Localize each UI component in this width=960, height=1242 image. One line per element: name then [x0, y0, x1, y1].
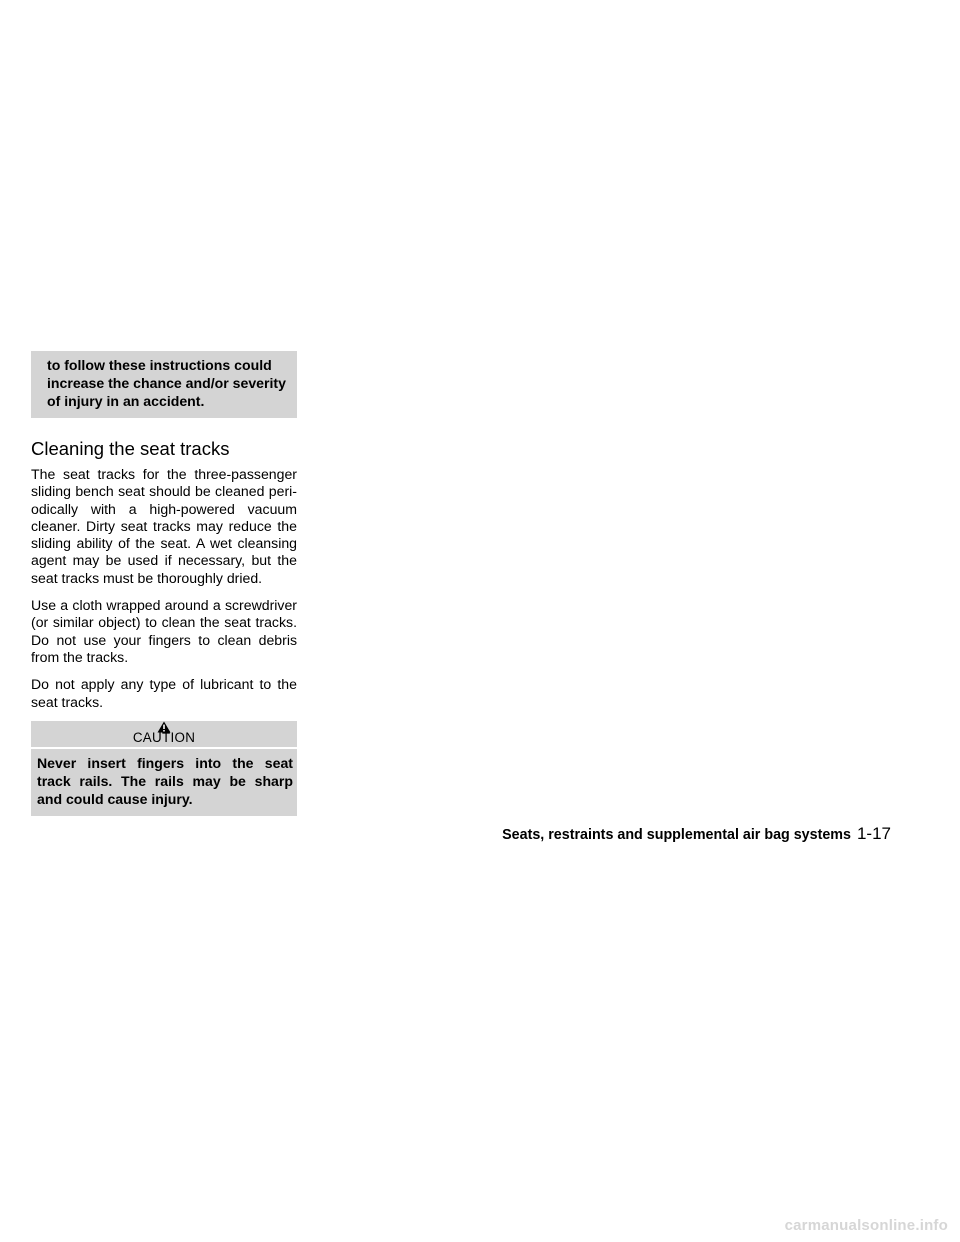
page-number: 1-17 — [856, 824, 891, 843]
body-paragraph: Do not apply any type of lubricant to the seat tracks. — [31, 676, 297, 710]
body-paragraph: Use a cloth wrapped around a screwdriver (or similar object) to clean the seat tracks. Do not use your fingers to clean debris from the tracks. — [31, 597, 297, 665]
footer-section-name: Seats, restraints and supplemental air bag systems — [502, 827, 851, 843]
caution-box — [31, 721, 297, 816]
body-paragraph: The seat tracks for the three-passenger sliding bench seat should be cleaned peri- odically with a high-powered vacuum cleaner. Dirty seat tracks may reduce the sliding ability of the seat. A wet cleansing agent may be used if necessary, but the seat tracks must be thoroughly dried. — [31, 466, 297, 586]
watermark: carmanualsonline.info — [784, 1217, 948, 1234]
warning-line: to follow these instructions could — [47, 357, 272, 373]
warning-line: of injury in an accident. — [47, 393, 205, 409]
section-title: Cleaning the seat tracks — [31, 438, 230, 459]
caution-text: Never insert fingers into the seat track rails. The rails may be sharp and could cause injury. — [37, 754, 293, 807]
caution-label: CAUTION — [132, 729, 196, 745]
caution-header — [31, 721, 297, 746]
warning-line: increase the chance and/or severity — [47, 375, 286, 391]
main-column — [31, 351, 297, 816]
page-footer — [481, 824, 891, 844]
warning-continuation-box — [31, 351, 297, 418]
